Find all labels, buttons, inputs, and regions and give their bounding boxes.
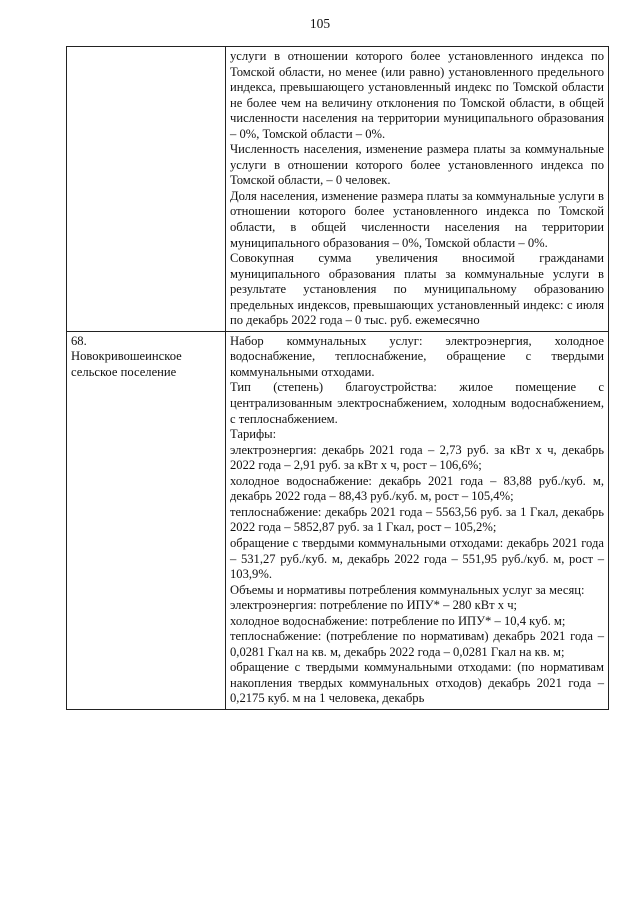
paragraph: обращение с твердыми коммунальными отходами: декабрь 2021 года – 531,27 руб./куб. м, декабрь 2022 года – 551,95 руб./куб. м, рост – 103,9%. — [230, 535, 604, 582]
paragraph: холодное водоснабжение: декабрь 2021 года – 83,88 руб./куб. м, декабрь 2022 года – 88,43 руб./куб. м, рост – 105,4%; — [230, 473, 604, 504]
paragraph: электроэнергия: декабрь 2021 года – 2,73 руб. за кВт х ч, декабрь 2022 года – 2,91 руб. за кВт х ч, рост – 106,6%; — [230, 442, 604, 473]
description-cell — [226, 331, 609, 709]
municipality-cell — [67, 331, 226, 709]
paragraph: Совокупная сумма увеличения вносимой гражданами муниципального образования платы за коммунальные услуги в результате установления по муниципальному образованию предельных индексов, превышающих установленный индекс: с июля по декабрь 2022 года – 0 тыс. руб. ежемесячно — [230, 251, 604, 328]
paragraph: теплоснабжение: (потребление по нормативам) декабрь 2021 года – 0,0281 Гкал на кв. м, декабрь 2022 года – 0,0281 Гкал на кв. м; — [230, 629, 604, 659]
paragraph: услуги в отношении которого более установленного индекса по Томской области, но менее (или равно) установленного предельного индекса, превышающего установленный индекс по Томской области не более чем на величину отклонения по Томской области, в общей численности населения на территории муниципального образования – 0%, Томской области – 0%. — [230, 49, 604, 141]
table-row — [67, 47, 609, 332]
table-row — [67, 331, 609, 709]
paragraph: Набор коммунальных услуг: электроэнергия, холодное водоснабжение, теплоснабжение, обращение с твердыми коммунальными отходами. — [230, 333, 604, 379]
paragraph: холодное водоснабжение: потребление по ИПУ* – 10,4 куб. м; — [230, 613, 566, 628]
row-number: 68. — [71, 333, 87, 348]
paragraph: обращение с твердыми коммунальными отходами: (по нормативам накопления твердых коммунальных отходов) декабрь 2021 года – 0,2175 куб. м на 1 человека, декабрь — [230, 660, 604, 706]
municipality-cell — [67, 47, 226, 332]
paragraph: электроэнергия: потребление по ИПУ* – 280 кВт х ч; — [230, 598, 518, 613]
paragraph: Объемы и нормативы потребления коммунальных услуг за месяц: — [230, 582, 585, 597]
municipality-name: сельское поселение — [71, 364, 177, 379]
paragraph: теплоснабжение: декабрь 2021 года – 5563,56 руб. за 1 Гкал, декабрь 2022 года – 5852,87 руб. за 1 Гкал, рост – 105,2%; — [230, 504, 604, 535]
page-number: 105 — [309, 16, 331, 31]
paragraph: Доля населения, изменение размера платы за коммунальные услуги в отношении которого более установленного индекса по Томской области, в общей численности населения на территории муниципального образования – 0%, Томской области – 0%. — [230, 188, 604, 250]
description-cell — [226, 47, 609, 332]
paragraph: Численность населения, изменение размера платы за коммунальные услуги в отношении которого более установленного индекса по Томской области, – 0 человек. — [230, 142, 604, 188]
municipality-name: Новокривошеинское — [71, 349, 182, 364]
paragraph: Тип (степень) благоустройства: жилое помещение с централизованным электроснабжением, холодным водоснабжением, с теплоснабжением. — [230, 380, 604, 426]
document-table — [66, 46, 609, 710]
paragraph: Тарифы: — [230, 427, 277, 442]
